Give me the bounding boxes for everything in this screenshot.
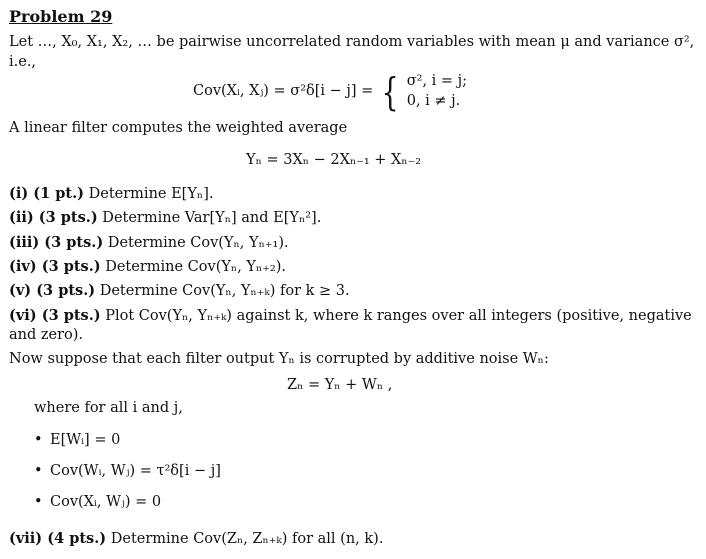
bullet-item bbox=[34, 463, 221, 480]
left-brace: { bbox=[381, 69, 399, 114]
covariance-definition bbox=[193, 69, 468, 114]
part-iii bbox=[9, 235, 289, 252]
part-text: Determine Cov(Yₙ, Yₙ₊₁). bbox=[103, 235, 289, 251]
case-equal: σ², i = j; bbox=[406, 73, 468, 89]
part-text: Determine E[Yₙ]. bbox=[84, 186, 214, 202]
part-label: (v) (3 pts.) bbox=[9, 282, 96, 299]
bullet-icon: • bbox=[34, 432, 43, 448]
part-label: (iii) (3 pts.) bbox=[9, 234, 104, 251]
part-vi-continued: and zero). bbox=[9, 327, 84, 343]
bullet-item bbox=[34, 432, 120, 449]
covariance-cases bbox=[407, 72, 467, 111]
part-text: Determine Cov(Yₙ, Yₙ₊₂). bbox=[100, 259, 286, 275]
part-label: (iv) (3 pts.) bbox=[9, 258, 101, 275]
where-text: where for all i and j, bbox=[34, 400, 183, 416]
covariance-lhs: Cov(Xᵢ, Xⱼ) = σ²δ[i − j] = bbox=[193, 83, 374, 100]
filter-equation: Yₙ = 3Xₙ − 2Xₙ₋₁ + Xₙ₋₂ bbox=[246, 152, 422, 168]
part-ii bbox=[9, 210, 321, 227]
bullet-icon: • bbox=[34, 463, 43, 479]
intro-line-2: i.e., bbox=[9, 54, 37, 70]
part-text: Determine Cov(Zₙ, Zₙ₊ₖ) for all (n, k). bbox=[106, 531, 384, 547]
part-label: (vii) (4 pts.) bbox=[9, 530, 107, 547]
filter-text: A linear filter computes the weighted average bbox=[9, 120, 348, 136]
part-vi bbox=[9, 308, 692, 325]
part-label: (vi) (3 pts.) bbox=[9, 307, 101, 324]
noise-intro: Now suppose that each filter output Yₙ is corrupted by additive noise Wₙ: bbox=[9, 351, 549, 367]
bullet-text: E[Wᵢ] = 0 bbox=[50, 432, 121, 448]
part-i bbox=[9, 186, 213, 203]
part-text: Determine Var[Yₙ] and E[Yₙ²]. bbox=[97, 210, 322, 226]
bullet-item bbox=[34, 494, 161, 511]
part-vii bbox=[9, 531, 383, 548]
bullet-text: Cov(Wᵢ, Wⱼ) = τ²δ[i − j] bbox=[50, 463, 221, 479]
part-v bbox=[9, 283, 350, 300]
bullet-icon: • bbox=[34, 494, 43, 510]
case-not-equal: 0, i ≠ j. bbox=[406, 92, 461, 109]
bullet-text: Cov(Xᵢ, Wⱼ) = 0 bbox=[50, 494, 162, 510]
part-label: (i) (1 pt.) bbox=[9, 185, 85, 202]
part-iv bbox=[9, 259, 286, 276]
problem-title: Problem 29 bbox=[9, 7, 113, 26]
intro-line-1: Let …, X₀, X₁, X₂, … be pairwise uncorrelated random variables with mean μ and variance σ², bbox=[9, 34, 695, 50]
part-text: Determine Cov(Yₙ, Yₙ₊ₖ) for k ≥ 3. bbox=[95, 283, 350, 299]
noise-equation: Zₙ = Yₙ + Wₙ , bbox=[287, 377, 393, 393]
part-text: Plot Cov(Yₙ, Yₙ₊ₖ) against k, where k ranges over all integers (positive, negative bbox=[100, 308, 692, 324]
part-label: (ii) (3 pts.) bbox=[9, 209, 98, 226]
